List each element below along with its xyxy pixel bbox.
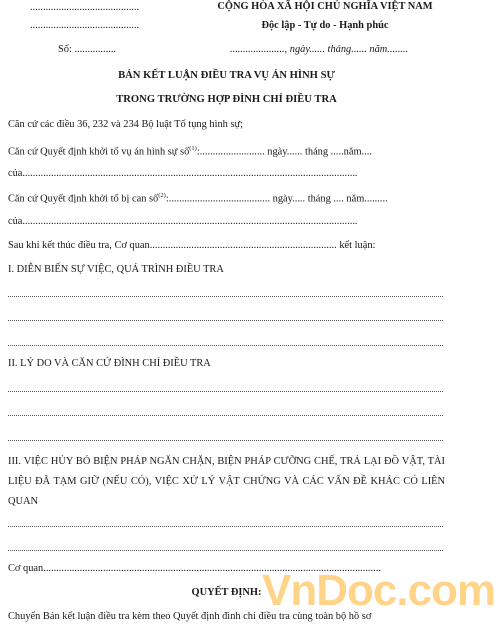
decision-text: Chuyển Bản kết luận điều tra kèm theo Quyết định đình chỉ điều tra cùng toàn bộ hồ sơ (8, 611, 372, 622)
basis-defendant-decision-fill: :....................................... ngày..... tháng .... năm......... (165, 193, 388, 205)
document-number: Số: ................ (58, 44, 117, 55)
header-left-blank-2: .......................................... (30, 20, 140, 31)
document-title-line-1: BẢN KẾT LUẬN ĐIỀU TRA VỤ ÁN HÌNH SỰ (118, 70, 335, 81)
conclusion-intro: Sau khi kết thúc điều tra, Cơ quan........................................................................ kết luận: (8, 240, 376, 251)
basis-case-decision-fill: :......................... ngày...... tháng .....năm.... (196, 146, 372, 158)
section-3-heading: III. VIỆC HỦY BỎ BIỆN PHÁP NGĂN CHẶN, BIỆN PHÁP CƯỠNG CHẾ, TRẢ LẠI ĐỒ VẬT, TÀI LIỆU ĐÃ TẠM GIỮ (NẾU CÓ), VIỆC XỬ LÝ VẬT CHỨNG VÀ CÁC VẤN ĐỀ KHÁC CÓ LIÊN QUAN (8, 456, 445, 507)
blank-line (8, 296, 443, 297)
national-title: CỘNG HÒA XÃ HỘI CHỦ NGHĨA VIỆT NAM (217, 1, 433, 12)
blank-line (8, 320, 443, 321)
basis-law: Căn cứ các điều 36, 232 và 234 Bộ luật Tố tụng hình sự; (8, 119, 244, 130)
header-left-blank-1: .......................................... (30, 2, 140, 13)
section-1-heading: I. DIỄN BIẾN SỰ VIỆC, QUÁ TRÌNH ĐIỀU TRA (8, 264, 224, 275)
blank-line (8, 345, 443, 346)
basis-defendant-decision-text: Căn cứ Quyết định khởi tố bị can số (8, 193, 159, 205)
basis-case-decision-of: của................................................................................................................................. (8, 168, 358, 179)
vndoc-watermark-logo: VnDoc.com (262, 566, 495, 615)
footnote-2: (2) (158, 192, 166, 199)
basis-case-decision (8, 145, 445, 157)
blank-line (8, 550, 443, 551)
document-title-line-2: TRONG TRƯỜNG HỢP ĐÌNH CHỈ ĐIỀU TRA (116, 94, 337, 105)
blank-line (8, 526, 443, 527)
basis-defendant-decision (8, 192, 445, 204)
blank-line (8, 415, 443, 416)
footnote-1: (1) (189, 145, 197, 152)
document-date: ....................., ngày...... tháng...... năm........ (230, 44, 409, 55)
national-motto: Độc lập - Tự do - Hạnh phúc (261, 20, 389, 31)
blank-line (8, 391, 443, 392)
basis-case-decision-text: Căn cứ Quyết định khởi tố vụ án hình sự số (8, 146, 190, 158)
blank-line (8, 440, 443, 441)
section-2-heading: II. LÝ DO VÀ CĂN CỨ ĐÌNH CHỈ ĐIỀU TRA (8, 358, 211, 369)
agency-line: Cơ quan.................................................................................................................................. (8, 563, 381, 574)
decision-heading: QUYẾT ĐỊNH: (191, 587, 262, 598)
basis-defendant-decision-of: của................................................................................................................................. (8, 216, 358, 227)
